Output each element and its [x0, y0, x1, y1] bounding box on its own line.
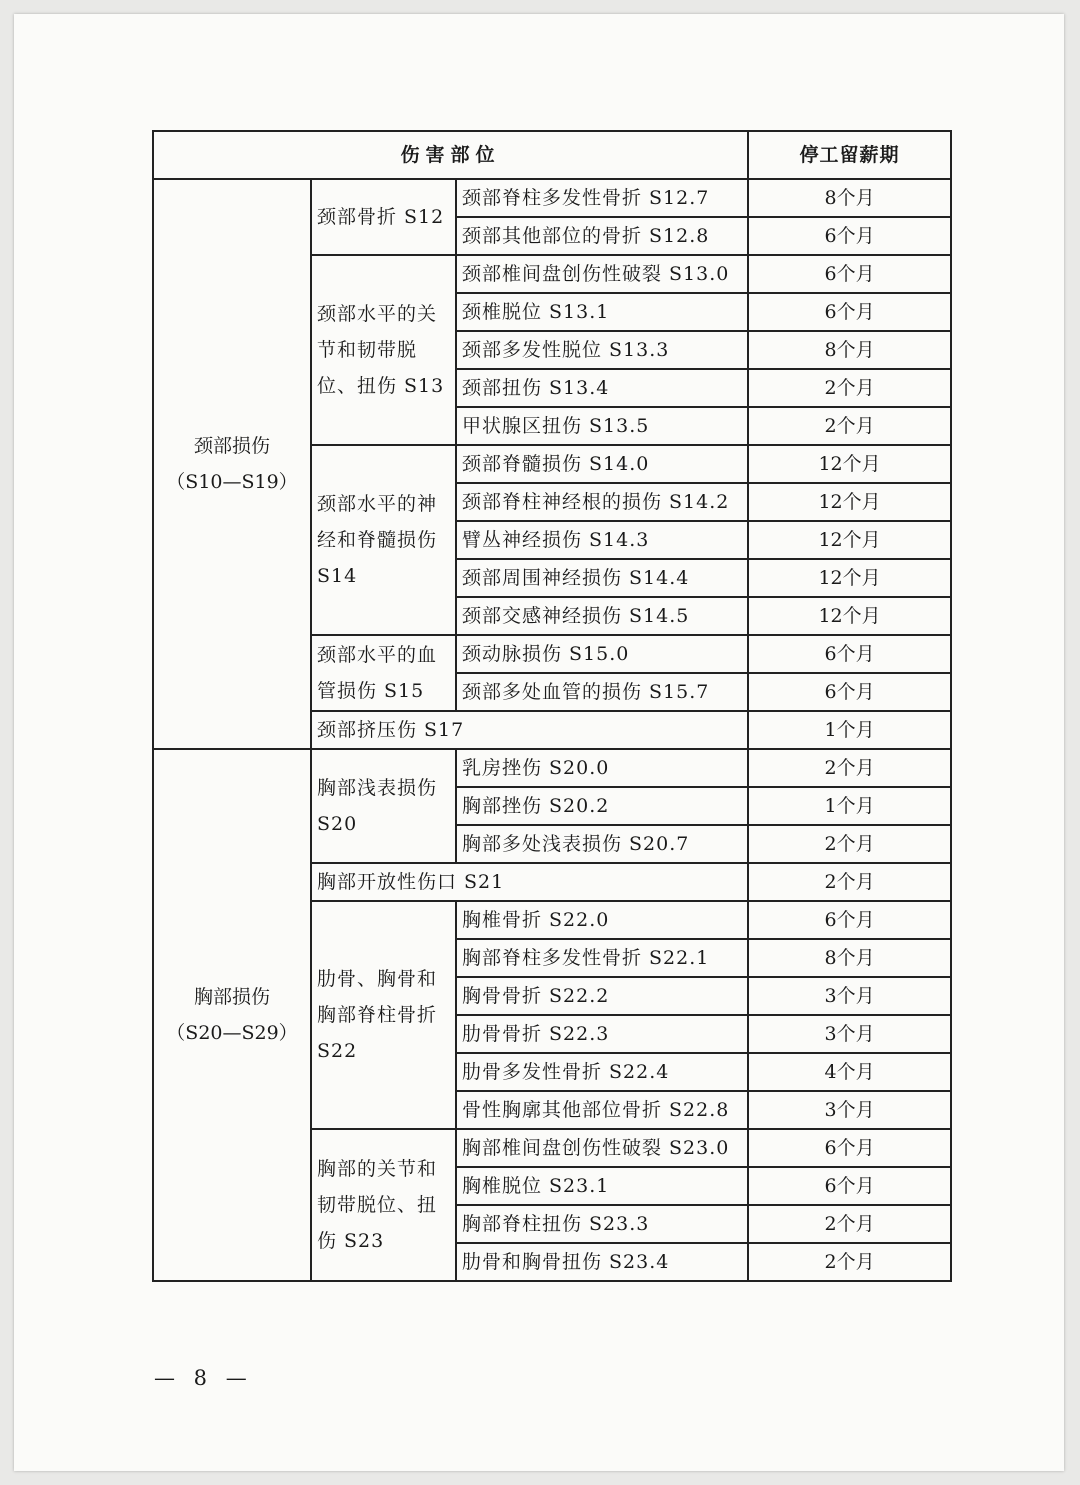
duration-cell: 6个月 [748, 1167, 951, 1205]
duration-cell: 3个月 [748, 1091, 951, 1129]
header-leave-duration: 停工留薪期 [748, 131, 951, 179]
sub-s15: 颈部水平的血管损伤 S15 [311, 635, 456, 711]
sub-s13: 颈部水平的关节和韧带脱位、扭伤 S13 [311, 255, 456, 445]
item-cell: 乳房挫伤 S20.0 [456, 749, 748, 787]
duration-cell: 12个月 [748, 483, 951, 521]
table-row [153, 179, 951, 217]
sub-s17: 颈部挤压伤 S17 [311, 711, 748, 749]
item-cell: 胸部多处浅表损伤 S20.7 [456, 825, 748, 863]
item-cell: 颈部其他部位的骨折 S12.8 [456, 217, 748, 255]
duration-cell: 8个月 [748, 939, 951, 977]
item-cell: 胸椎脱位 S23.1 [456, 1167, 748, 1205]
item-cell: 胸骨骨折 S22.2 [456, 977, 748, 1015]
duration-cell: 3个月 [748, 1015, 951, 1053]
group-chest-injury: 胸部损伤 （S20—S29） [153, 749, 311, 1281]
duration-cell: 2个月 [748, 1205, 951, 1243]
item-cell: 颈部脊髓损伤 S14.0 [456, 445, 748, 483]
document-page [14, 14, 1064, 1471]
duration-cell: 2个月 [748, 825, 951, 863]
item-cell: 胸部椎间盘创伤性破裂 S23.0 [456, 1129, 748, 1167]
item-cell: 颈部脊柱神经根的损伤 S14.2 [456, 483, 748, 521]
item-cell: 颈部多处血管的损伤 S15.7 [456, 673, 748, 711]
item-cell: 颈部扭伤 S13.4 [456, 369, 748, 407]
sub-s14: 颈部水平的神经和脊髓损伤 S14 [311, 445, 456, 635]
item-cell: 胸部脊柱扭伤 S23.3 [456, 1205, 748, 1243]
header-injury-part: 伤害部位 [153, 131, 748, 179]
injury-leave-table [152, 130, 952, 1282]
item-cell: 胸部脊柱多发性骨折 S22.1 [456, 939, 748, 977]
duration-cell: 1个月 [748, 711, 951, 749]
item-cell: 颈部椎间盘创伤性破裂 S13.0 [456, 255, 748, 293]
item-cell: 颈椎脱位 S13.1 [456, 293, 748, 331]
item-cell: 颈部周围神经损伤 S14.4 [456, 559, 748, 597]
item-cell: 甲状腺区扭伤 S13.5 [456, 407, 748, 445]
group-neck-injury: 颈部损伤 （S10—S19） [153, 179, 311, 749]
item-cell: 颈部脊柱多发性骨折 S12.7 [456, 179, 748, 217]
duration-cell: 12个月 [748, 559, 951, 597]
duration-cell: 8个月 [748, 331, 951, 369]
item-cell: 颈动脉损伤 S15.0 [456, 635, 748, 673]
duration-cell: 1个月 [748, 787, 951, 825]
item-cell: 臂丛神经损伤 S14.3 [456, 521, 748, 559]
duration-cell: 3个月 [748, 977, 951, 1015]
duration-cell: 6个月 [748, 293, 951, 331]
duration-cell: 2个月 [748, 863, 951, 901]
duration-cell: 12个月 [748, 445, 951, 483]
duration-cell: 6个月 [748, 217, 951, 255]
item-cell: 骨性胸廓其他部位骨折 S22.8 [456, 1091, 748, 1129]
duration-cell: 4个月 [748, 1053, 951, 1091]
duration-cell: 2个月 [748, 1243, 951, 1281]
item-cell: 肋骨和胸骨扭伤 S23.4 [456, 1243, 748, 1281]
sub-s22: 肋骨、胸骨和胸部脊柱骨折 S22 [311, 901, 456, 1129]
sub-s20: 胸部浅表损伤 S20 [311, 749, 456, 863]
duration-cell: 12个月 [748, 521, 951, 559]
table-header-row [153, 131, 951, 179]
duration-cell: 6个月 [748, 901, 951, 939]
sub-s12: 颈部骨折 S12 [311, 179, 456, 255]
duration-cell: 6个月 [748, 673, 951, 711]
item-cell: 胸椎骨折 S22.0 [456, 901, 748, 939]
item-cell: 肋骨骨折 S22.3 [456, 1015, 748, 1053]
duration-cell: 2个月 [748, 369, 951, 407]
sub-s21: 胸部开放性伤口 S21 [311, 863, 748, 901]
item-cell: 颈部交感神经损伤 S14.5 [456, 597, 748, 635]
duration-cell: 2个月 [748, 407, 951, 445]
item-cell: 肋骨多发性骨折 S22.4 [456, 1053, 748, 1091]
table-row [153, 749, 951, 787]
page-number: — 8 — [154, 1366, 253, 1390]
item-cell: 颈部多发性脱位 S13.3 [456, 331, 748, 369]
duration-cell: 6个月 [748, 635, 951, 673]
duration-cell: 12个月 [748, 597, 951, 635]
duration-cell: 6个月 [748, 1129, 951, 1167]
duration-cell: 6个月 [748, 255, 951, 293]
duration-cell: 8个月 [748, 179, 951, 217]
duration-cell: 2个月 [748, 749, 951, 787]
item-cell: 胸部挫伤 S20.2 [456, 787, 748, 825]
sub-s23: 胸部的关节和韧带脱位、扭伤 S23 [311, 1129, 456, 1281]
